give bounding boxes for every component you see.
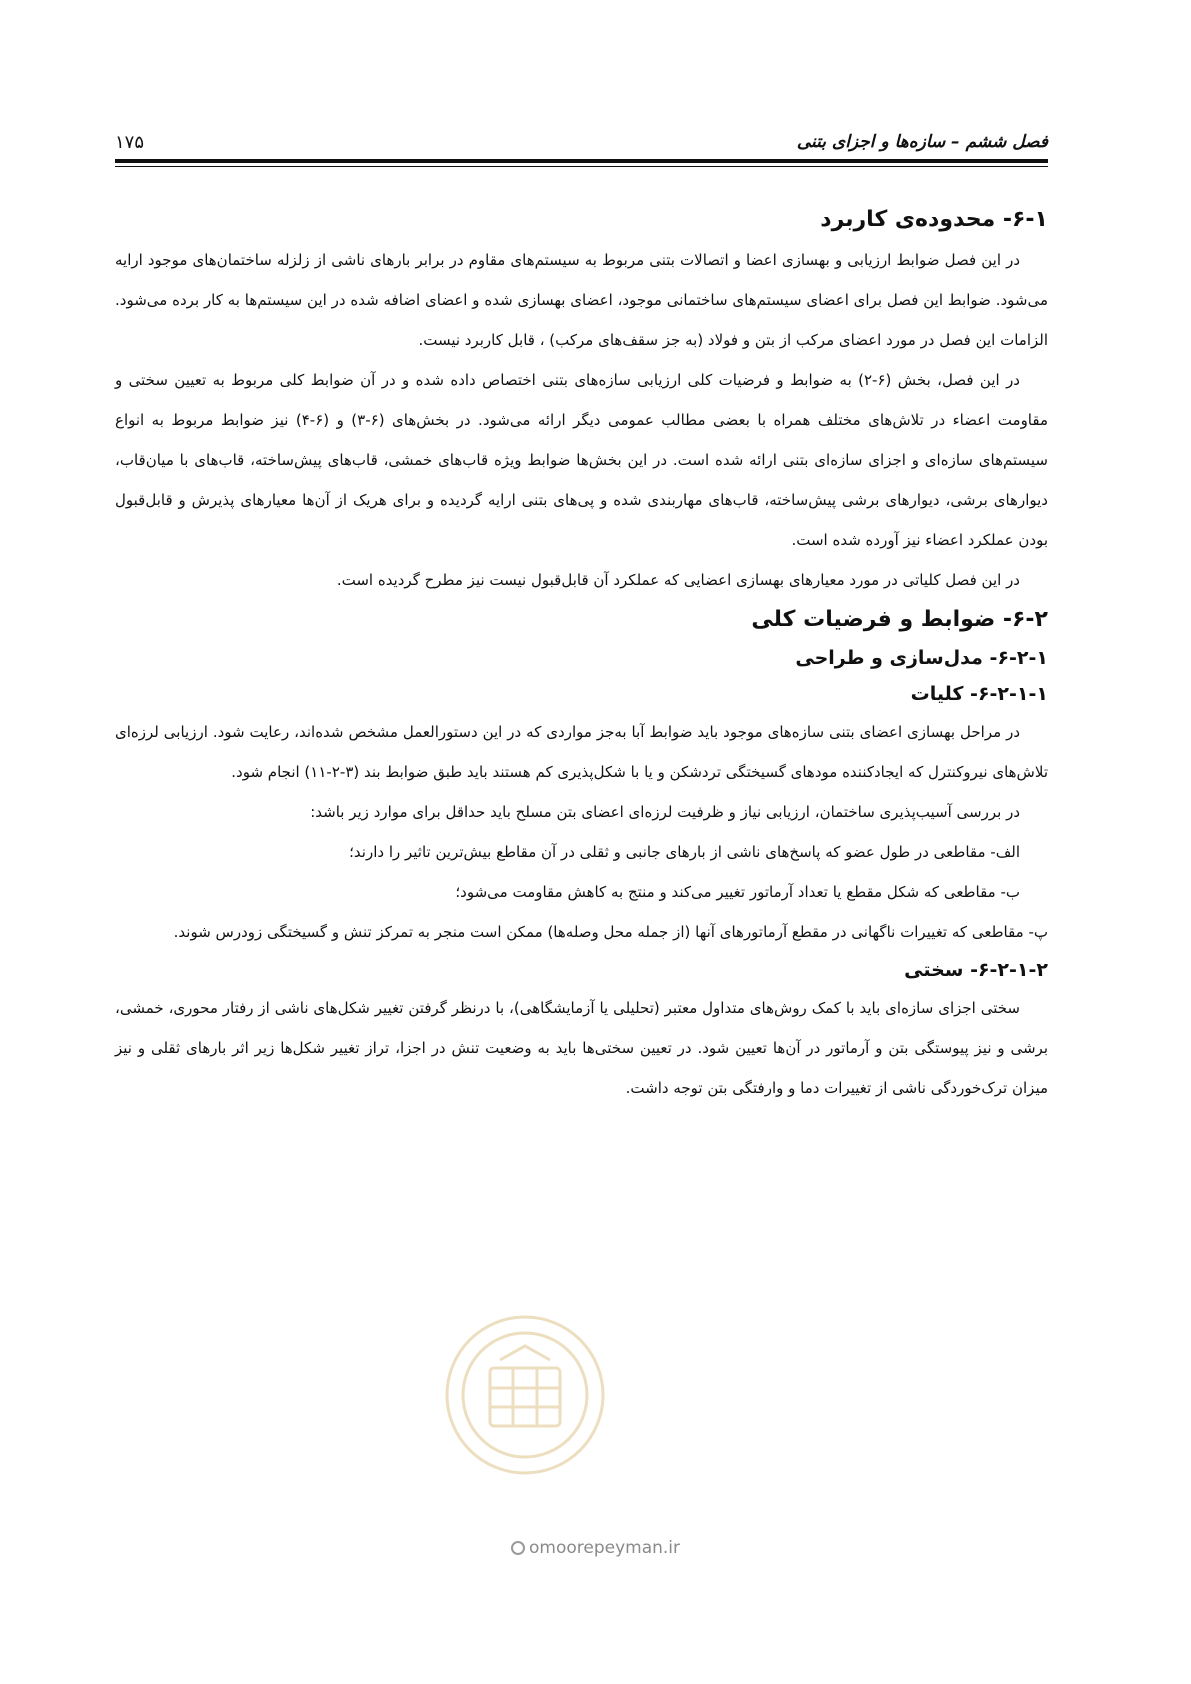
paragraph: در این فصل ضوابط ارزیابی و بهسازی اعضا و اتصالات بتنی مربوط به سیستم‌های مقاوم در برابر بارهای ناشی از زلزله ساختمان‌های موجود ارایه می‌شود. ضوابط این فصل برای اعضای سیستم‌های ساختمانی موجود، اعضای بهسازی شده و اعضای اضافه شده در این سیستم‌ها به کار برده می‌شود. الزامات این فصل در مورد اعضای مرکب از بتن و فولاد (به جز سقف‌های مرکب) ، قابل کاربرد نیست. <box>115 251 1048 349</box>
watermark-site-url <box>0 1538 1191 1558</box>
subsection-heading-6-2-1: ۶-۲-۱- مدل‌سازی و طراحی <box>795 647 1048 669</box>
watermark-seal <box>440 1310 610 1480</box>
subsection-heading-6-2-1-1: ۶-۲-۱-۱- کلیات <box>910 683 1048 705</box>
header-rule-thick <box>115 159 1048 163</box>
paragraph: در مراحل بهسازی اعضای بتنی سازه‌های موجود باید ضوابط آبا به‌جز مواردی که در این دستورالعمل مشخص شده‌اند، رعایت شود. ارزیابی لرزه‌ای تلاش‌های نیروکنترل که ایجادکننده مودهای گسیختگی تردشکن و یا با شکل‌پذیری کم هستند باید طبق ضوابط بند (۳-۲-۱۱) انجام شود. <box>115 723 1048 781</box>
header-rule-thin <box>115 166 1048 167</box>
paragraph: سختی اجزای سازه‌ای باید با کمک روش‌های متداول معتبر (تحلیلی یا آزمایشگاهی)، با درنظر گرفتن تغییر شکل‌های ناشی از رفتار محوری، خمشی، برشی و نیز پیوستگی بتن و آرماتور در آن‌ها تعیین شود. در تعیین سختی‌ها باید به وضعیت تنش در اجزا، تراز تغییر شکل‌ها زیر اثر بارهای ثقلی و نیز میزان ترک‌خوردگی ناشی از تغییرات دما و وارفتگی بتن توجه داشت. <box>115 999 1048 1097</box>
section-heading-6-2: ۶-۲- ضوابط و فرضیات کلی <box>751 607 1048 632</box>
section-heading-6-1: ۶-۱- محدوده‌ی کاربرد <box>820 207 1048 232</box>
site-url-text: omoorepeyman.ir <box>528 1538 681 1558</box>
list-item-a: الف- مقاطعی در طول عضو که پاسخ‌های ناشی از بارهای جانبی و ثقلی در آن مقاطع بیش‌ترین تاثیر را دارند؛ <box>349 843 1020 861</box>
page-header <box>115 128 1048 156</box>
chapter-title: فصل ششم – سازه‌ها و اجزای بتنی <box>796 132 1048 152</box>
subsection-heading-6-2-1-2: ۶-۲-۱-۲- سختی <box>904 959 1048 981</box>
list-item-b: ب- مقاطعی که شکل مقطع یا تعداد آرماتور تغییر می‌کند و منتج به کاهش مقاومت می‌شود؛ <box>455 883 1020 901</box>
paragraph: در این فصل کلیاتی در مورد معیارهای بهسازی اعضایی که عملکرد آن قابل‌قبول نیست نیز مطرح گردیده است. <box>336 571 1020 589</box>
globe-icon <box>511 1541 525 1555</box>
page-content <box>115 200 1048 1108</box>
paragraph: در این فصل، بخش (۶-۲) به ضوابط و فرضیات کلی ارزیابی سازه‌های بتنی اختصاص داده شده و در آن ضوابط کلی مربوط به تعیین سختی و مقاومت اعضاء در تلاش‌های مختلف همراه با بعضی مطالب عمومی دیگر ارائه می‌شود. در بخش‌های (۶-۳) و (۶-۴) نیز ضوابط مربوط به انواع سیستم‌های سازه‌ای و اجزای سازه‌ای بتنی ارائه شده است. در این بخش‌ها ضوابط ویژه قاب‌های خمشی، قاب‌های پیش‌ساخته، قاب‌های با میان‌قاب، دیوارهای برشی، دیوارهای برشی پیش‌ساخته، قاب‌های مهاربندی شده و پی‌های بتنی ارایه گردیده و برای هریک از آن‌ها معیارهای پذیرش و قابل‌قبول بودن عملکرد اعضاء نیز آورده شده است. <box>115 371 1049 549</box>
page-number: ۱۷۵ <box>115 131 145 153</box>
list-intro: در بررسی آسیب‌پذیری ساختمان، ارزیابی نیاز و ظرفیت لرزه‌ای اعضای بتن مسلح باید حداقل برای موارد زیر باشد: <box>310 803 1020 821</box>
list-item-c: پ- مقاطعی که تغییرات ناگهانی در مقطع آرماتورهای آنها (از جمله محل وصله‌ها) ممکن است منجر به تمرکز تنش و گسیختگی زودرس شوند. <box>173 923 1048 941</box>
